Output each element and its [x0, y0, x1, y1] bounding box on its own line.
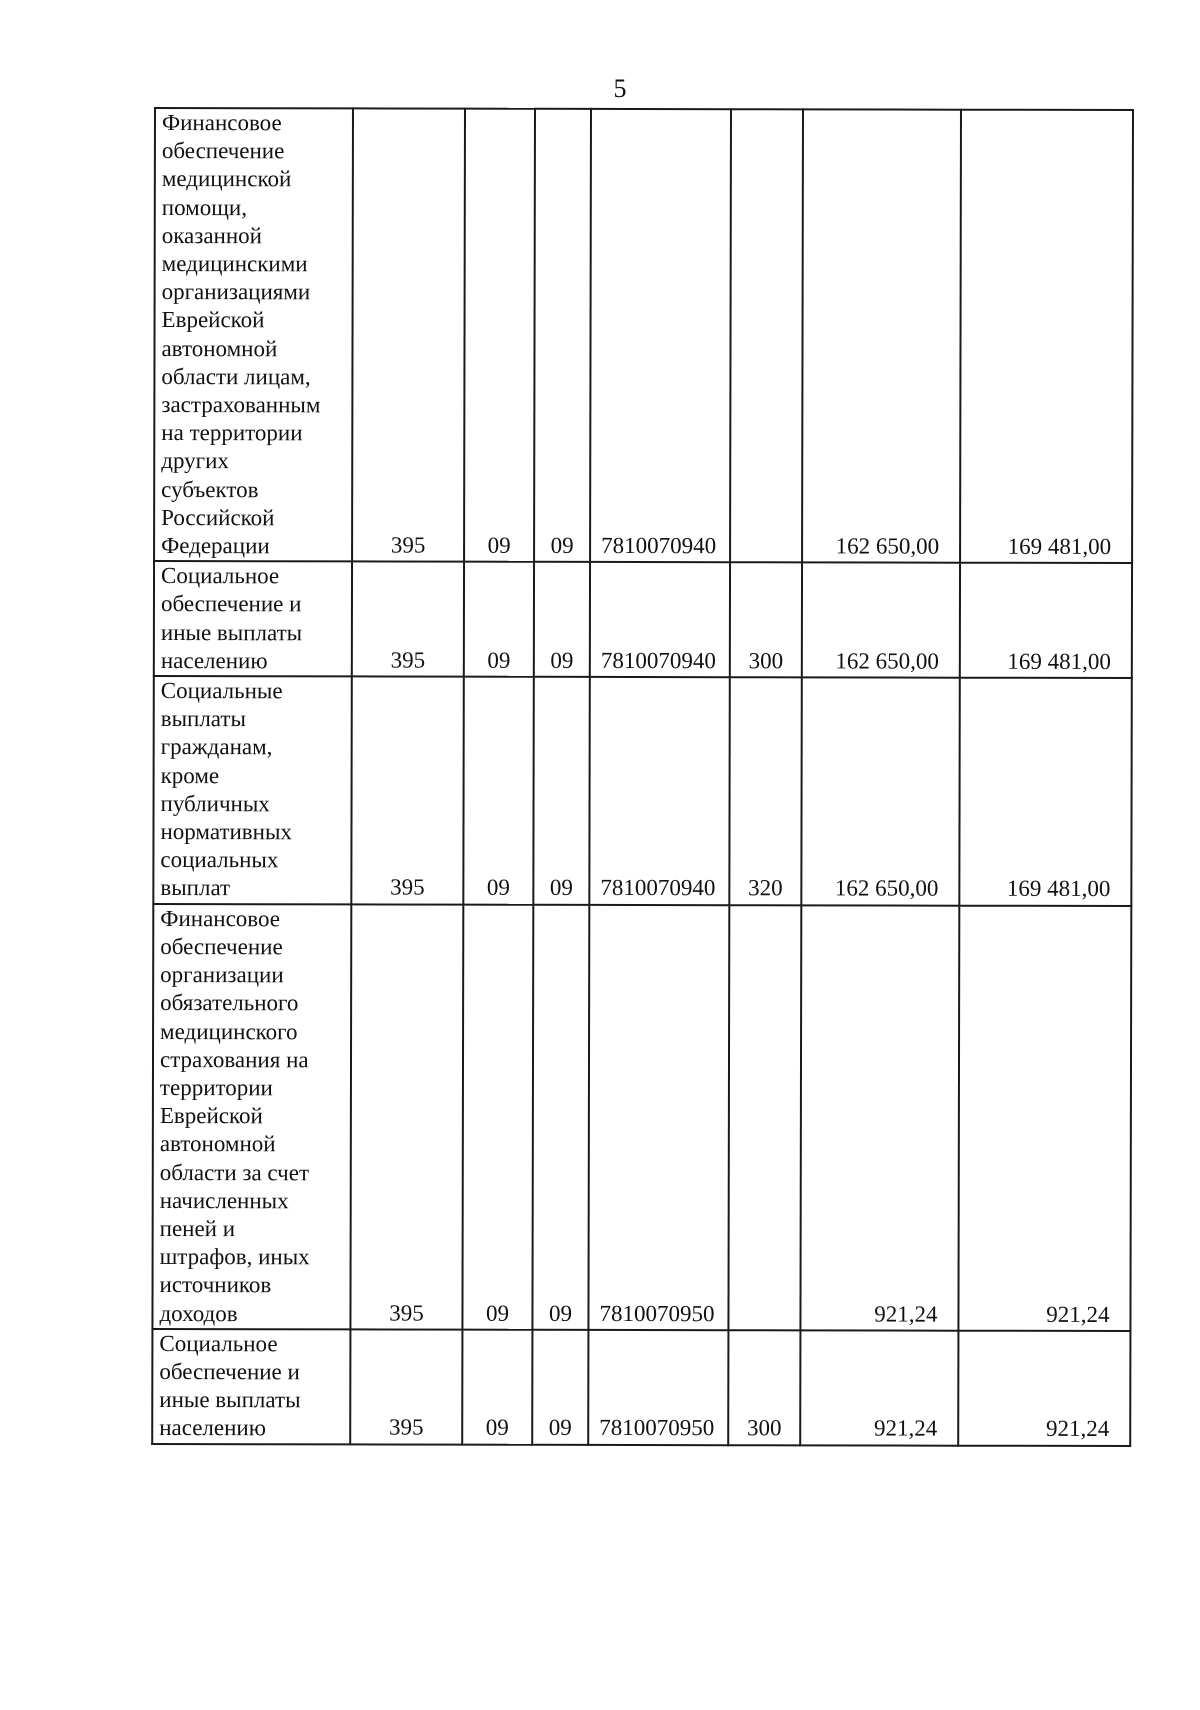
subsection-code: 09 [532, 904, 589, 1329]
target-article-code: 7810070950 [588, 905, 729, 1330]
row-name-line: Социальные [160, 678, 283, 704]
page-number: 5 [613, 74, 627, 103]
row-name-line: территории [159, 1074, 273, 1101]
row-name-line: публичных [160, 790, 270, 817]
amount-year-2: 169 481,00 [959, 678, 1131, 906]
table-body [152, 108, 1133, 1446]
target-article-code: 7810070940 [590, 109, 731, 563]
row-name-line: выплаты [160, 706, 246, 732]
row-name-line: медицинского [160, 1018, 298, 1044]
row-name-line: организациями [161, 279, 311, 305]
table-row [153, 676, 1131, 906]
grbs-code: 395 [350, 904, 463, 1329]
row-name-line: доходов [159, 1300, 238, 1326]
row-name-line: застрахованным [161, 392, 321, 418]
row-name-line: области лицам, [161, 363, 311, 390]
subsection-code: 09 [532, 1330, 588, 1445]
amount-year-2: 921,24 [958, 905, 1131, 1330]
row-name-line: населению [160, 647, 268, 674]
expense-type-code [730, 109, 803, 562]
row-name-line: на территории [161, 420, 303, 446]
row-name-line: автономной [159, 1131, 276, 1157]
amount-year-2: 169 481,00 [960, 110, 1133, 564]
table-row [152, 904, 1131, 1331]
amount-year-2: 921,24 [958, 1330, 1130, 1445]
section-code: 09 [462, 904, 533, 1329]
row-name-line: организации [160, 962, 284, 988]
row-name-line: иные выплаты [159, 1387, 301, 1413]
expense-type-code: 300 [730, 562, 802, 677]
row-name-line: обеспечение [161, 138, 285, 164]
row-name-line: населению [159, 1415, 266, 1441]
amount-year-1: 162 650,00 [802, 109, 961, 563]
subsection-code: 09 [534, 109, 591, 562]
grbs-code: 395 [350, 1329, 462, 1444]
row-name-line: Финансовое [160, 905, 281, 931]
subsection-code: 09 [534, 562, 590, 677]
expense-type-code [728, 905, 801, 1330]
row-name [154, 108, 353, 562]
table-row [154, 561, 1132, 678]
amount-year-1: 162 650,00 [802, 563, 960, 678]
row-name-line: Еврейской [161, 307, 265, 333]
row-name-line: Российской [161, 504, 275, 531]
row-name-line: социальных [160, 847, 279, 873]
row-name-line: Социальное [159, 1330, 278, 1356]
grbs-code: 395 [352, 108, 465, 561]
row-name-line: иные выплаты [160, 619, 303, 645]
amount-year-1: 921,24 [800, 1330, 958, 1445]
row-name [153, 676, 351, 904]
row-name-line: обеспечение и [160, 591, 302, 617]
target-article-code: 7810070940 [589, 677, 729, 905]
row-name-line: медицинской [161, 166, 292, 192]
row-name-line: нормативных [160, 819, 292, 845]
expense-type-code: 320 [729, 677, 801, 905]
row-name-line: автономной [161, 335, 278, 361]
row-name-line: источников [159, 1272, 272, 1298]
row-name-line: обязательного [160, 990, 299, 1016]
expense-type-code: 300 [728, 1330, 800, 1445]
row-name-line: штрафов, иных [159, 1244, 310, 1270]
row-name-line: гражданам, [160, 734, 273, 760]
row-name-line: обеспечение [160, 933, 283, 960]
grbs-code: 395 [352, 562, 464, 677]
row-name-line: Еврейской [159, 1103, 263, 1129]
target-article-code: 7810070950 [588, 1330, 728, 1445]
row-name-line: других [161, 448, 229, 474]
grbs-code: 395 [351, 676, 463, 904]
row-name-line: начисленных [159, 1187, 289, 1214]
row-name [154, 561, 352, 676]
row-name-line: медицинскими [161, 251, 308, 277]
row-name-line: пеней и [159, 1215, 236, 1242]
row-name-line: Социальное [160, 563, 280, 589]
row-name-line: кроме [160, 762, 220, 788]
row-name [152, 1329, 350, 1444]
amount-year-1: 162 650,00 [801, 677, 959, 905]
table-row [154, 108, 1133, 563]
section-code: 09 [463, 677, 533, 905]
row-name-line: Федерации [161, 533, 270, 559]
budget-table [151, 107, 1134, 1447]
amount-year-2: 169 481,00 [960, 563, 1132, 678]
table-row [152, 1329, 1130, 1446]
section-code: 09 [462, 1329, 532, 1444]
row-name [152, 904, 351, 1329]
section-code: 09 [464, 562, 534, 677]
amount-year-1: 921,24 [800, 905, 959, 1330]
row-name-line: субъектов [161, 476, 259, 502]
subsection-code: 09 [533, 677, 589, 905]
row-name-line: оказанной [161, 222, 263, 249]
row-name-line: Финансовое [161, 110, 282, 136]
row-name-line: обеспечение и [159, 1358, 300, 1385]
row-name-line: выплат [160, 875, 231, 901]
target-article-code: 7810070940 [590, 562, 730, 677]
row-name-line: области за счет [159, 1159, 310, 1185]
row-name-line: страхования на [159, 1046, 309, 1073]
section-code: 09 [464, 109, 535, 562]
row-name-line: помощи, [161, 194, 248, 220]
